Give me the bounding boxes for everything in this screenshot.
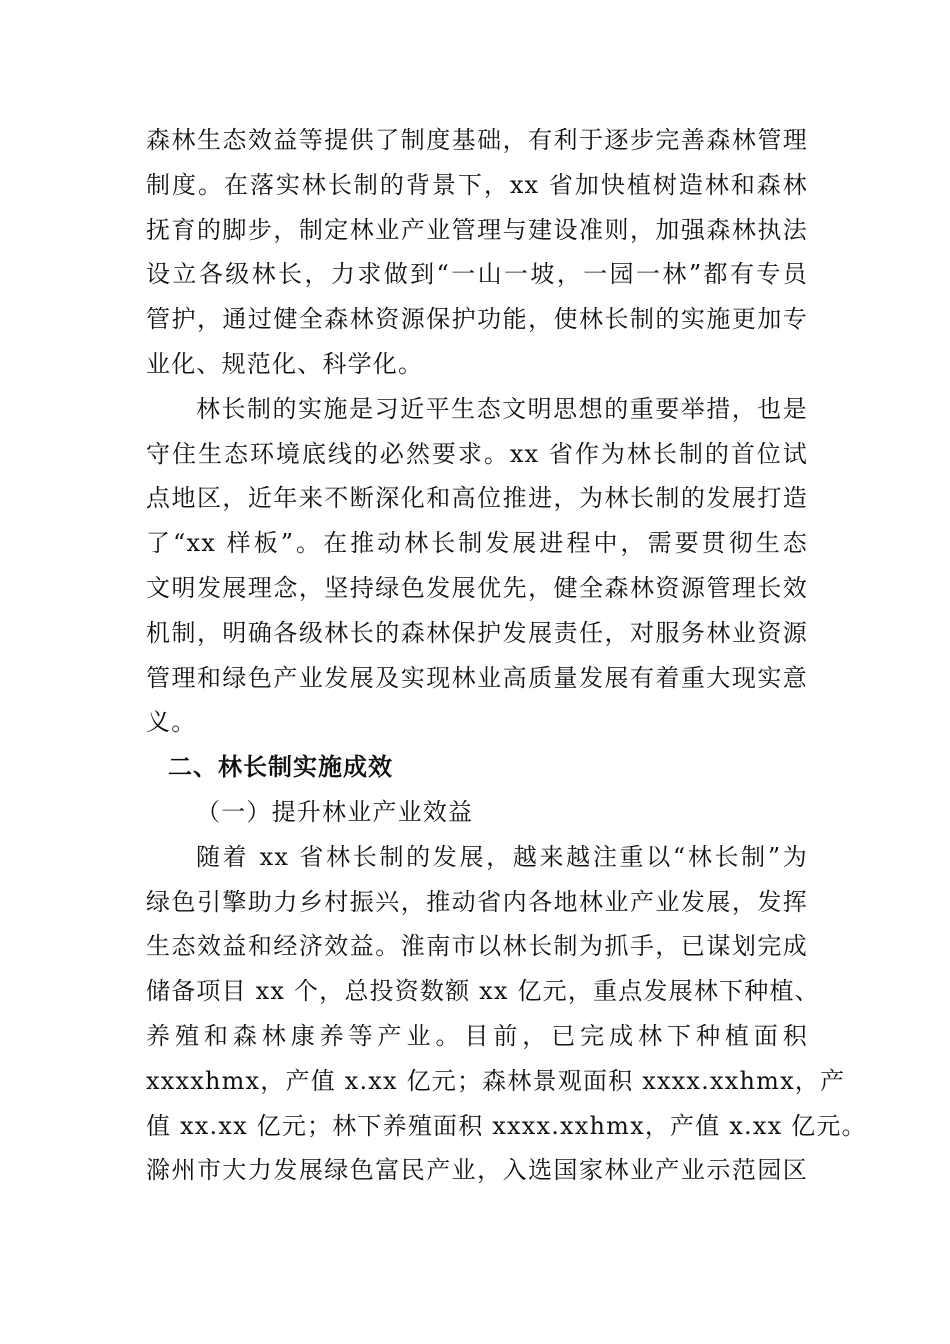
document-page — [146, 118, 867, 1193]
text-line: 值 xx.xx 亿元；林下养殖面积 xxxx.xxhmx，产值 x.xx 亿元。 — [146, 1111, 867, 1140]
text-line: 制度。在落实林长制的背景下，xx 省加快植树造林和森林 — [146, 170, 808, 199]
text-line: 业化、规范化、科学化。 — [146, 349, 424, 378]
text-line: xxxxhmx，产值 x.xx 亿元；森林景观面积 xxxx.xxhmx，产 — [146, 1066, 846, 1095]
text-line: 绿色引擎助力乡村振兴，推动省内各地林业产业发展，发挥 — [146, 887, 808, 916]
text-line: 森林生态效益等提供了制度基础，有利于逐步完善森林管理 — [146, 126, 808, 154]
text-line: 管理和绿色产业发展及实现林业高质量发展有着重大现实意 — [146, 663, 808, 692]
text-line: 义。 — [146, 708, 197, 737]
text-line: 生态效益和经济效益。淮南市以林长制为抓手，已谋划完成 — [146, 932, 808, 961]
text-line: 抚育的脚步，制定林业产业管理与建设准则，加强森林执法 — [146, 215, 808, 244]
text-line: 随着 xx 省林长制的发展，越来越注重以“林长制”为 — [196, 842, 808, 871]
text-line: 了“xx 样板”。在推动林长制发展进程中，需要贯彻生态 — [146, 529, 808, 558]
text-line: 管护，通过健全森林资源保护功能，使林长制的实施更加专 — [146, 305, 808, 334]
paragraph-3 — [146, 835, 867, 1193]
text-line: 养殖和森林康养等产业。目前，已完成林下种植面积 — [146, 1021, 808, 1050]
text-line: 机制，明确各级林长的森林保护发展责任，对服务林业资源 — [146, 618, 808, 647]
paragraph-1 — [146, 118, 808, 387]
text-line: 设立各级林长，力求做到“一山一坡，一园一林”都有专员 — [146, 260, 808, 289]
text-line: 林长制的实施是习近平生态文明思想的重要举措，也是 — [196, 394, 808, 423]
text-line: 储备项目 xx 个，总投资数额 xx 亿元，重点发展林下种植、 — [146, 977, 820, 1006]
text-line: 守住生态环境底线的必然要求。xx 省作为林长制的首位试 — [146, 439, 808, 468]
subsection-heading: （一）提升林业产业效益 — [196, 797, 474, 826]
text-line: 点地区，近年来不断深化和高位推进，为林长制的发展打造 — [146, 484, 808, 513]
text-line: 滁州市大力发展绿色富民产业，入选国家林业产业示范园区 — [146, 1156, 808, 1185]
paragraph-2 — [146, 387, 808, 745]
section-heading: 二、林长制实施成效 — [168, 753, 393, 782]
text-line: 文明发展理念，坚持绿色发展优先，健全森林资源管理长效 — [146, 573, 808, 602]
